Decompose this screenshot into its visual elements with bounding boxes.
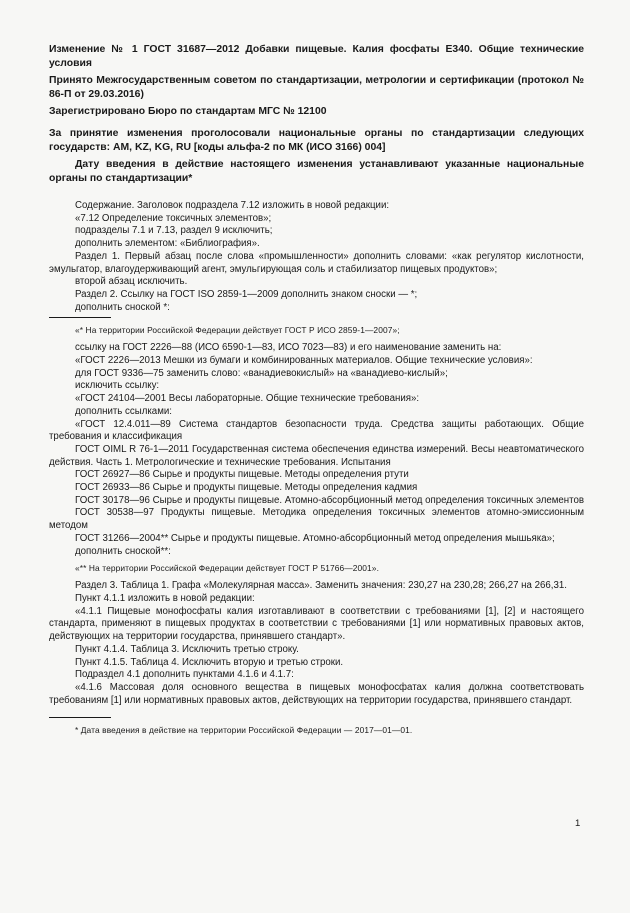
footnote-divider [49,717,111,718]
paragraph: Раздел 3. Таблица 1. Графа «Молекулярная масса». Заменить значения: 230,27 на 230,28; 266,27 на 266,31. [75,580,567,592]
paragraph: дополнить ссылками: [75,405,172,417]
paragraph: ГОСТ 31266—2004** Сырье и продукты пищевые. Атомно-абсорбционный метод определения мышьяка»; [75,532,555,544]
paragraph: «ГОСТ 24104—2001 Весы лабораторные. Общие технические требования»: [75,393,420,405]
adopted-note: Принято Межгосударственным советом по стандартизации, метрологии и сертификации (протокол № 86-П от 29.03.2016) [49,75,584,100]
paragraph: «ГОСТ 2226—2013 Мешки из бумаги и комбинированных материалов. Общие технические условия»: [75,355,533,367]
paragraph: «4.1.1 Пищевые монофосфаты калия изготавливают в соответствии с требованиями [1], [2] и настоящего стандарта, применяют в пищевых продуктах в соответствии с требованиями [1] или нормативных правовых актов, действующих на территории государства, принявшего стандарт». [49,605,584,643]
paragraph: дополнить сноской**: [75,545,171,557]
paragraph: Пункт 4.1.5. Таблица 4. Исключить вторую и третью строки. [75,656,344,668]
paragraph: исключить ссылку: [75,380,160,392]
paragraph: «4.1.6 Массовая доля основного вещества в пищевых монофосфатах калия должна соответствовать требованиям [1] или нормативных правовых актов, действующих на территории государства, принявшего стандарт. [49,681,584,706]
paragraph: для ГОСТ 9336—75 заменить слово: «ванадиевокислый» на «ванадиево-кислый»; [75,367,448,379]
paragraph: «7.12 Определение токсичных элементов»; [75,212,272,224]
paragraph: ГОСТ 30538—97 Продукты пищевые. Методика определения токсичных элементов атомно-эмиссионным методом [49,507,584,532]
paragraph: Раздел 2. Ссылку на ГОСТ ISO 2859-1—2009 дополнить знаком сноски — *; [75,288,418,300]
footnote-divider [49,317,111,318]
paragraph: Подраздел 4.1 дополнить пунктами 4.1.6 и 4.1.7: [75,669,294,681]
paragraph: Содержание. Заголовок подраздела 7.12 изложить в новой редакции: [75,200,390,211]
effective-date-note: Дату введения в действие настоящего изменения устанавливают указанные национальные органы по стандартизации* [49,159,584,184]
page-number: 1 [575,818,581,829]
paragraph: Пункт 4.1.1 изложить в новой редакции: [75,592,255,604]
page-content [49,43,584,742]
voted-note: За принятие изменения проголосовали национальные органы по стандартизации следующих государств: AM, KZ, KG, RU [коды альфа-2 по МК (ИСО 3166) 004] [49,128,584,153]
paragraph: ГОСТ 30178—96 Сырье и продукты пищевые. Атомно-абсорбционный метод определения токсичных элементов [75,494,584,506]
paragraph: ГОСТ 26927—86 Сырье и продукты пищевые. Методы определения ртути [75,469,409,481]
paragraph: «ГОСТ 12.4.011—89 Система стандартов безопасности труда. Средства защиты работающих. Общие требования и классификация [49,418,584,443]
paragraph: второй абзац исключить. [75,276,188,288]
paragraph: Раздел 1. Первый абзац после слова «промышленности» дополнить словами: «как регулятор кислотности, эмульгатор, влагоудерживающий агент, эмульгирующая соль и стабилизатор пищевых продуктов»; [49,250,584,275]
paragraph: Пункт 4.1.4. Таблица 3. Исключить третью строку. [75,643,299,655]
paragraph: дополнить элементом: «Библиография». [75,238,260,250]
paragraph: дополнить сноской *: [75,301,170,313]
paragraph: ссылку на ГОСТ 2226—88 (ИСО 6590-1—83, ИСО 7023—83) и его наименование заменить на: [75,342,502,354]
paragraph: ГОСТ 26933—86 Сырье и продукты пищевые. Методы определения кадмия [75,482,418,494]
effective-date-footnote: * Дата введения в действие на территории Российской Федерации — 2017—01—01. [75,725,413,736]
amendment-body [49,200,584,736]
amendment-title: Изменение № 1 ГОСТ 31687—2012 Добавки пищевые. Калия фосфаты Е340. Общие технические условия [49,44,584,69]
paragraph: ГОСТ OIML R 76-1—2011 Государственная система обеспечения единства измерений. Весы неавтоматического действия. Часть 1. Метрологические и технические требования. Испытания [49,443,584,468]
footnote: «* На территории Российской Федерации действует ГОСТ Р ИСО 2859-1—2007»; [75,325,400,336]
registered-note: Зарегистрировано Бюро по стандартам МГС № 12100 [49,106,327,117]
footnote: «** На территории Российской Федерации действует ГОСТ Р 51766—2001». [75,563,379,574]
paragraph: подразделы 7.1 и 7.13, раздел 9 исключить; [75,225,273,237]
